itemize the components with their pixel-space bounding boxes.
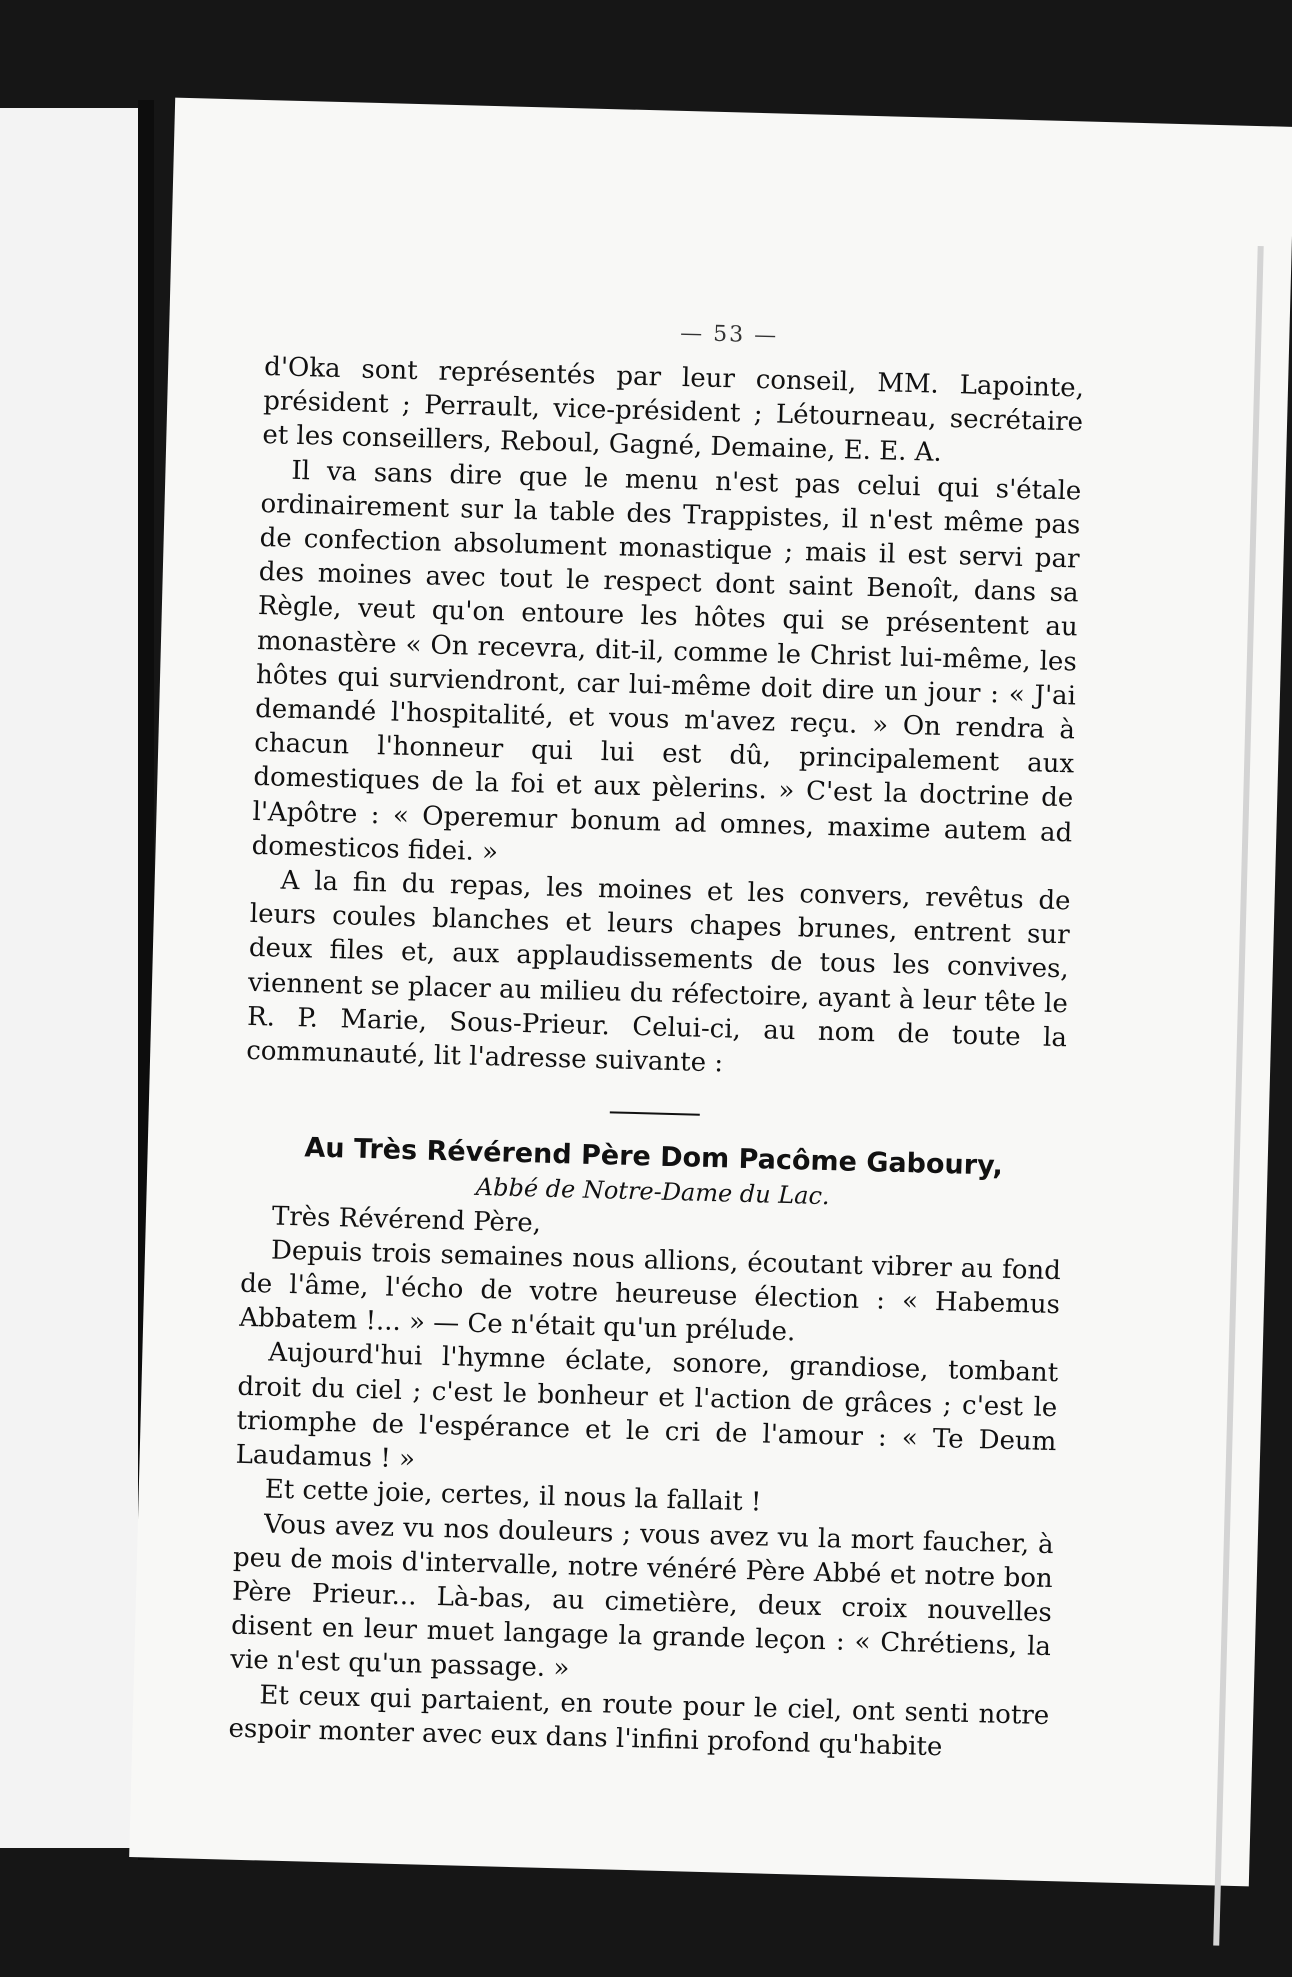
paragraph-council: d'Oka sont représentés par leur conseil, MM. Lapointe, président ; Perrault, vice-président ; Létourneau, secrétaire et les conseillers, Reboul, Gagné, Demaine, E. E. A. <box>262 352 1085 469</box>
address-paragraph: Et cette joie, certes, il nous la fallait ! <box>264 1474 762 1518</box>
paragraph-end-of-meal: A la fin du repas, les moines et les convers, revêtus de leurs coules blanches et leurs chapes brunes, entrent sur deux files et, aux applaudissements de tous les convives, viennent se placer au milieu du réfectoire, ayant à leur tête le R. P. Marie, Sous-Prieur. Celui-ci, au nom de toute la communauté, lit l'adresse suivante : <box>245 865 1071 1079</box>
page-edge-shadow <box>1213 246 1263 1946</box>
page-body <box>228 350 1084 1767</box>
address-paragraph: Depuis trois semaines nous allions, écoutant vibrer au fond de l'âme, l'écho de votre heureuse élection : « Habemus Abbatem !... » — Ce n'était qu'un prélude. <box>238 1235 1062 1348</box>
previous-page-edge <box>0 108 142 1848</box>
page-number: — 53 — <box>679 320 779 349</box>
section-divider <box>610 1112 700 1116</box>
address-subtitle: Abbé de Notre-Dame du Lac. <box>475 1173 830 1211</box>
address-paragraph: Et ceux qui partaient, en route pour le ciel, ont senti notre espoir monter avec eux dans l'infini profond qu'habite <box>228 1679 1050 1763</box>
paragraph-menu: Il va sans dire que le menu n'est pas celui qui s'étale ordinairement sur la table des Trappistes, il n'est même pas de confection absolument monastique ; mais il est servi par des moines avec tout le respect dont saint Benoît, dans sa Règle, veut qu'on entoure les hôtes qui se présentent au monastère « On recevra, dit-il, comme le Christ lui-même, les hôtes qui surviendront, car lui-même doit dire un jour : « J'ai demandé l'hospitalité, et vous m'avez reçu. » On rendra à chacun l'honneur qui lui est dû, principalement aux domestiques de la foi et aux pèlerins. » C'est la doctrine de l'Apôtre : « Operemur bonum ad omnes, maxime autem ad domesticos fidei. » <box>251 455 1082 868</box>
address-title: Au Très Révérend Père Dom Pacôme Gaboury, <box>304 1132 1004 1182</box>
address-paragraph: Vous avez vu nos douleurs ; vous avez vu la mort faucher, à peu de mois d'intervalle, notre vénéré Père Abbé et notre bon Père Prieur... Là-bas, au cimetière, deux croix nouvelles disent en leur muet langage la grande leçon : « Chrétiens, la vie n'est qu'un passage. » <box>229 1508 1055 1684</box>
address-salutation: Très Révérend Père, <box>271 1201 542 1239</box>
book-page <box>129 98 1292 1887</box>
address-paragraph: Aujourd'hui l'hymne éclate, sonore, grandiose, tombant droit du ciel ; c'est le bonheur et l'action de grâces ; c'est le triomphe de l'espérance et le cri de l'amour : « Te Deum Laudamus ! » <box>235 1338 1059 1475</box>
